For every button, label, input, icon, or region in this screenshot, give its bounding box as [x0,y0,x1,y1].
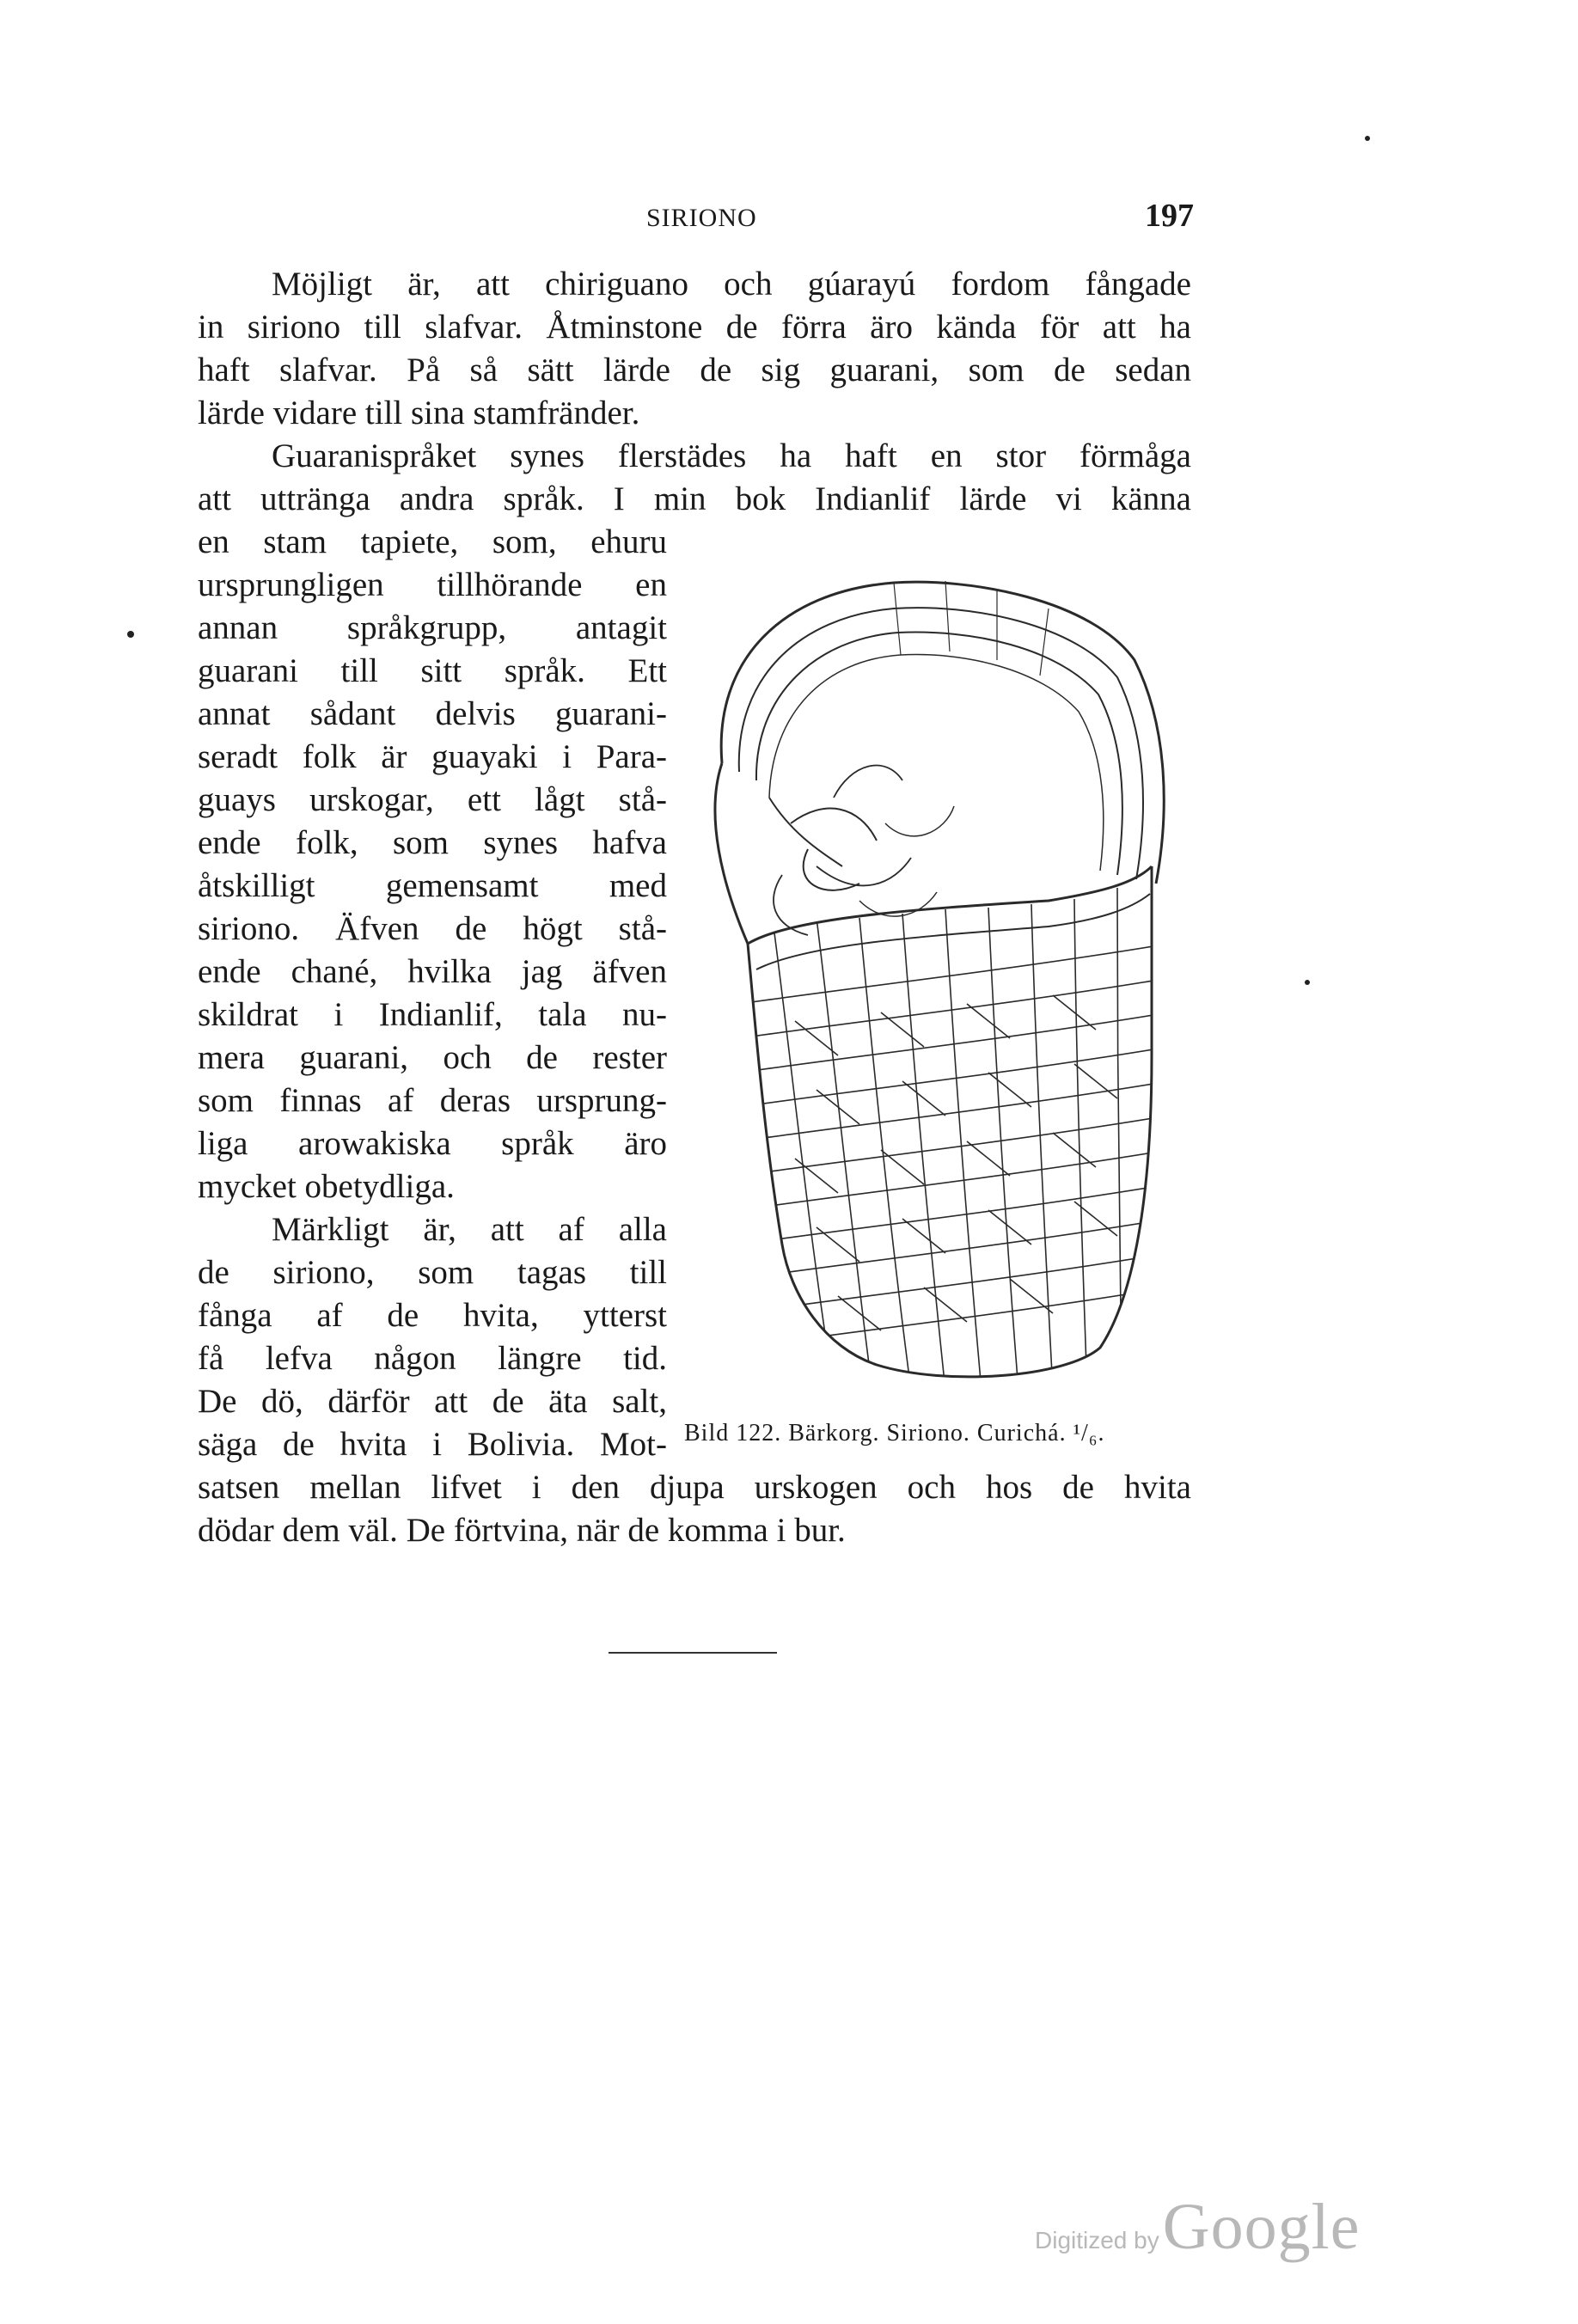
text-line: få lefva någon längre tid. [198,1340,667,1377]
watermark-brand: Google [1162,2191,1361,2263]
text-line: mera guarani, och de rester [198,1039,667,1076]
print-speck [127,631,134,638]
text-line: guays urskogar, ett lågt stå- [198,781,667,818]
text-line: liga arowakiska språk äro [198,1125,667,1162]
text-line: haft slafvar. På så sätt lärde de sig guarani, som de sedan [198,352,1191,388]
watermark-prefix: Digitized by [1035,2227,1159,2254]
print-speck [1305,980,1310,985]
text-line: mycket obetydliga. [198,1168,455,1205]
text-line: siriono. Äfven de högt stå- [198,910,667,947]
text-line: ursprungligen tillhörande en [198,566,667,603]
text-line: fånga af de hvita, ytterst [198,1297,667,1334]
section-divider [609,1652,777,1654]
text-line: annan språkgrupp, antagit [198,609,667,646]
figure-caption: Bild 122. Bärkorg. Siriono. Curichá. ¹/₆. [684,1420,1105,1446]
text-line: att uttränga andra språk. I min bok Indianlif lärde vi känna [198,480,1191,517]
text-line: ende folk, som synes hafva [198,824,667,861]
basket-illustration [688,540,1195,1399]
text-line: en stam tapiete, som, ehuru [198,523,667,560]
print-speck [1365,136,1370,141]
text-line: åtskilligt gemensamt med [198,867,667,904]
text-line: de siriono, som tagas till [198,1254,667,1291]
text-line: guarani till sitt språk. Ett [198,652,667,689]
text-line: annat sådant delvis guarani- [198,695,667,732]
text-line: satsen mellan lifvet i den djupa urskogen och hos de hvita [198,1469,1191,1506]
running-head: SIRIONO [646,204,757,232]
digitization-watermark [1035,2190,1360,2265]
text-line: säga de hvita i Bolivia. Mot- [198,1426,667,1463]
text-line: dödar dem väl. De förtvina, när de komma i bur. [198,1512,846,1549]
text-line: lärde vidare till sina stamfränder. [198,394,640,431]
text-line: som finnas af deras ursprung- [198,1082,667,1119]
page-number: 197 [1145,198,1194,234]
text-line: De dö, därför att de äta salt, [198,1383,667,1420]
text-line: ende chané, hvilka jag äfven [198,953,667,990]
text-line: Guaranispråket synes flerstädes ha haft en stor förmåga [272,437,1191,474]
text-line: skildrat i Indianlif, tala nu- [198,996,667,1033]
text-line: Möjligt är, att chiriguano och gúarayú fordom fångade [272,266,1191,303]
text-line: in siriono till slafvar. Åtminstone de förra äro kända för att ha [198,309,1191,346]
text-line: seradt folk är guayaki i Para- [198,738,667,775]
text-line: Märkligt är, att af alla [272,1211,667,1248]
